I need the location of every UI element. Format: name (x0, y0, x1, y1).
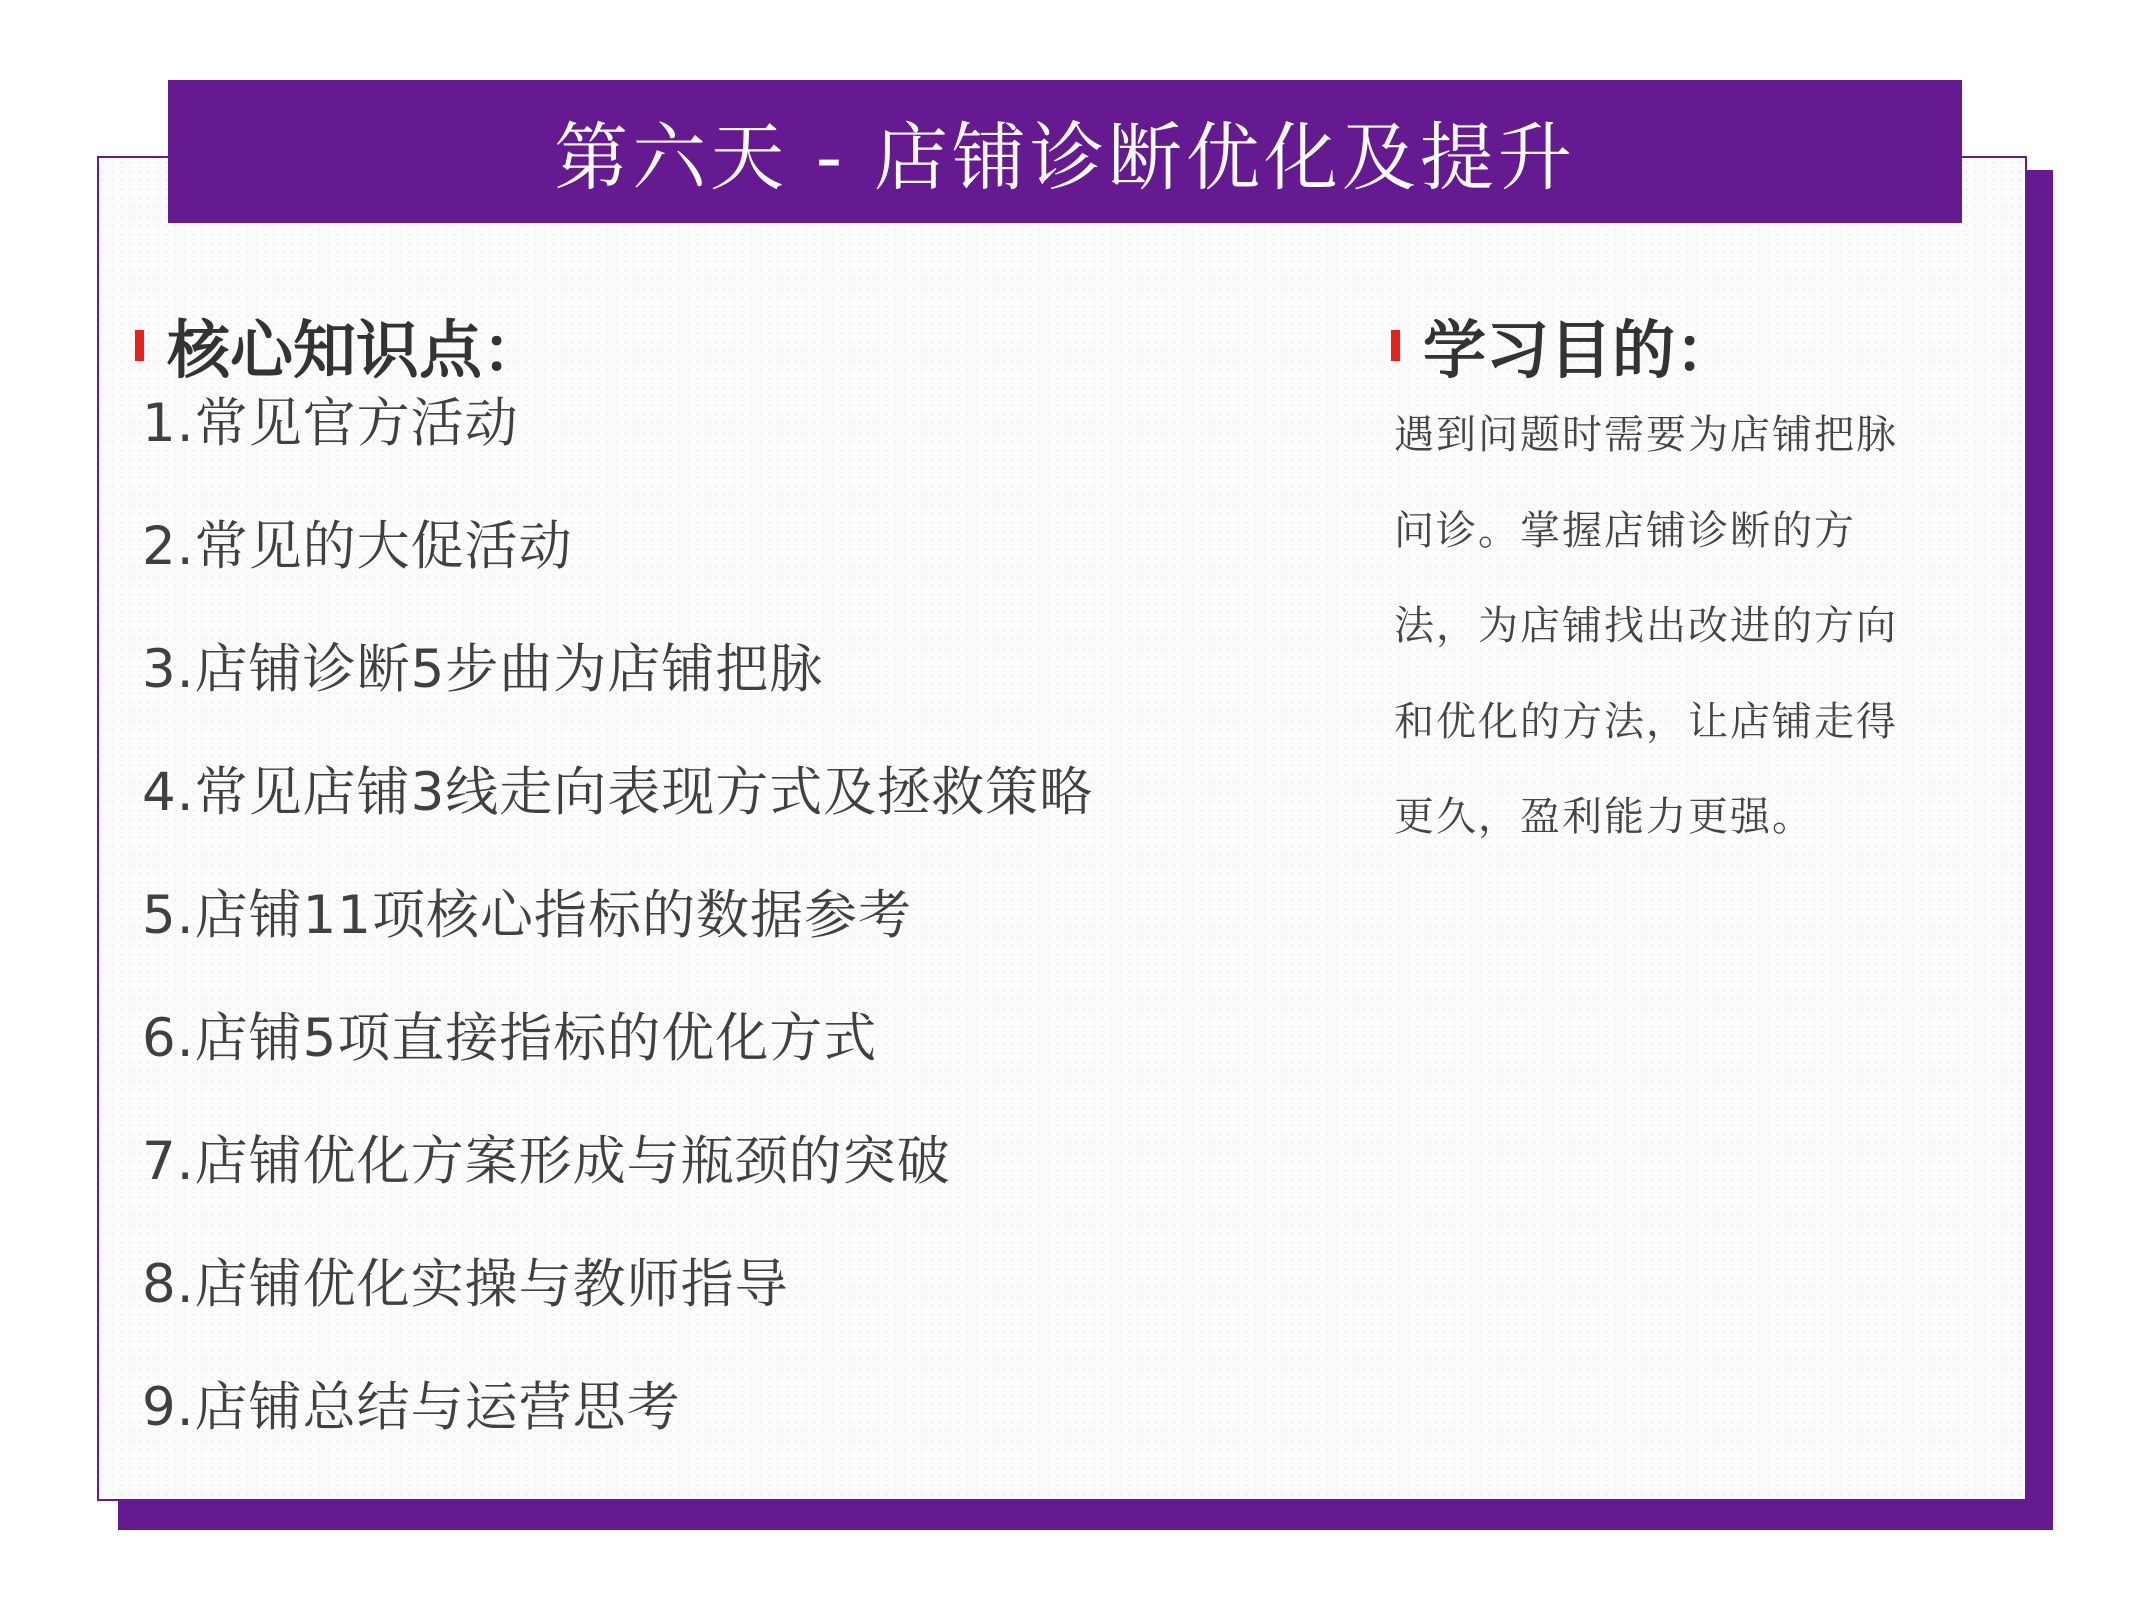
page-title: 第六天 - 店铺诊断优化及提升 (554, 114, 1576, 201)
key-point-item: 7.店铺优化方案形成与瓶颈的突破 (142, 1131, 951, 1192)
key-point-item: 5.店铺11项核心指标的数据参考 (142, 885, 913, 946)
key-point-item: 3.店铺诊断5步曲为店铺把脉 (142, 639, 824, 700)
key-points-heading-text: 核心知识点： (167, 314, 545, 387)
key-point-item: 6.店铺5项直接指标的优化方式 (142, 1008, 878, 1069)
learning-goal-heading-text: 学习目的： (1423, 314, 1738, 387)
key-point-item: 9.店铺总结与运营思考 (142, 1377, 681, 1438)
learning-goal-heading (1391, 300, 1738, 391)
key-point-item: 8.店铺优化实操与教师指导 (142, 1254, 789, 1315)
red-marker-icon (1391, 330, 1400, 361)
key-point-item: 4.常见店铺3线走向表现方式及拯救策略 (142, 762, 1094, 823)
title-banner (168, 80, 1962, 223)
key-point-item: 1.常见官方活动 (142, 393, 519, 454)
key-point-item: 2.常见的大促活动 (142, 516, 573, 577)
key-points-heading (135, 300, 545, 391)
key-points-list (142, 388, 1362, 1495)
learning-goal-text: 遇到问题时需要为店铺把脉问诊。掌握店铺诊断的方法，为店铺找出改进的方向和优化的方法，让店铺走得更久，盈利能力更强。 (1394, 412, 1898, 840)
red-marker-icon (135, 330, 144, 361)
